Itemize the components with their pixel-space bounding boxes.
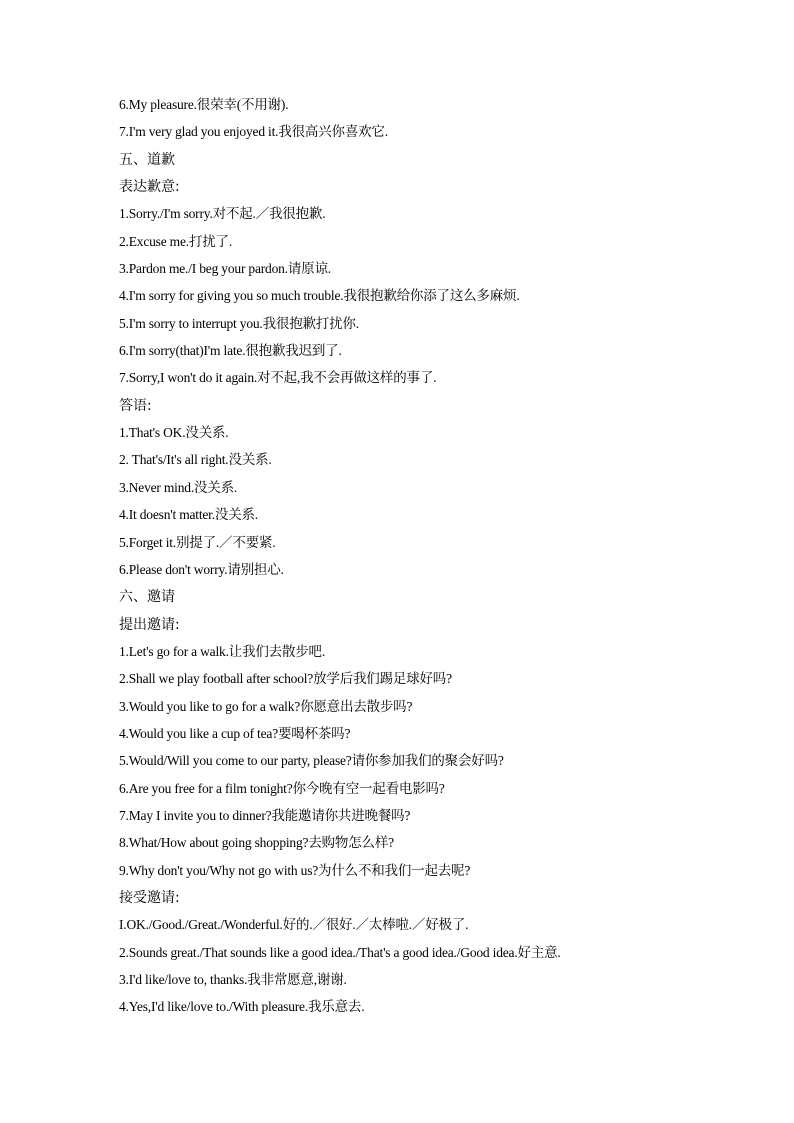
text-line: 5.Would/Will you come to our party, please?请你参加我们的聚会好吗? bbox=[119, 753, 504, 769]
text-line: 4.It doesn't matter.没关系. bbox=[119, 507, 258, 523]
text-line: 5.I'm sorry to interrupt you.我很抱歉打扰你. bbox=[119, 315, 359, 331]
text-line: 6.I'm sorry(that)I'm late.很抱歉我迟到了. bbox=[119, 343, 342, 359]
text-line: I.OK./Good./Great./Wonderful.好的.／很好.／太棒啦.／好极了. bbox=[119, 917, 469, 933]
text-line: 1.Let's go for a walk.让我们去散步吧. bbox=[119, 643, 326, 659]
text-line: 7.Sorry,I won't do it again.对不起,我不会再做这样的事了. bbox=[119, 370, 437, 386]
subsection-heading: 提出邀请: bbox=[119, 616, 180, 633]
text-line: 2.Sounds great./That sounds like a good idea./That's a good idea./Good idea.好主意. bbox=[119, 944, 561, 960]
text-line: 2. That's/It's all right.没关系. bbox=[119, 452, 272, 468]
text-line: 5.Forget it.别提了.／不要紧. bbox=[119, 534, 276, 550]
subsection-heading: 接受邀请: bbox=[119, 889, 180, 906]
text-line: 9.Why don't you/Why not go with us?为什么不和我们一起去呢? bbox=[119, 862, 471, 878]
text-line: 8.What/How about going shopping?去购物怎么样? bbox=[119, 835, 394, 851]
text-line: 7.I'm very glad you enjoyed it.我很高兴你喜欢它. bbox=[119, 124, 388, 140]
text-line: 2.Excuse me.打扰了. bbox=[119, 233, 233, 249]
text-line: 6.Please don't worry.请别担心. bbox=[119, 561, 284, 577]
section-heading: 六、邀请 bbox=[119, 589, 175, 606]
text-line: 4.I'm sorry for giving you so much trouble.我很抱歉给你添了这么多麻烦. bbox=[119, 288, 520, 304]
text-line: 2.Shall we play football after school?放学后我们踢足球好吗? bbox=[119, 671, 452, 687]
section-heading: 五、道歉 bbox=[119, 151, 175, 168]
text-line: 6.Are you free for a film tonight?你今晚有空一起看电影吗? bbox=[119, 780, 445, 796]
text-line: 3.Pardon me./I beg your pardon.请原谅. bbox=[119, 261, 331, 277]
text-line: 3.I'd like/love to, thanks.我非常愿意,谢谢. bbox=[119, 972, 347, 987]
text-line: 1.Sorry./I'm sorry.对不起.／我很抱歉. bbox=[119, 206, 326, 222]
subsection-heading: 答语: bbox=[119, 397, 152, 414]
subsection-heading: 表达歉意: bbox=[119, 179, 180, 196]
text-line: 3.Would you like to go for a walk?你愿意出去散步吗? bbox=[119, 698, 413, 714]
text-line: 3.Never mind.没关系. bbox=[119, 479, 238, 495]
text-line: 4.Would you like a cup of tea?要喝杯茶吗? bbox=[119, 725, 351, 741]
text-line: 6.My pleasure.很荣幸(不用谢). bbox=[119, 97, 289, 112]
text-line: 4.Yes,I'd like/love to./With pleasure.我乐意去. bbox=[119, 999, 365, 1015]
text-line: 1.That's OK.没关系. bbox=[119, 425, 229, 441]
text-line: 7.May I invite you to dinner?我能邀请你共进晚餐吗? bbox=[119, 807, 411, 823]
document-body bbox=[119, 95, 759, 1025]
